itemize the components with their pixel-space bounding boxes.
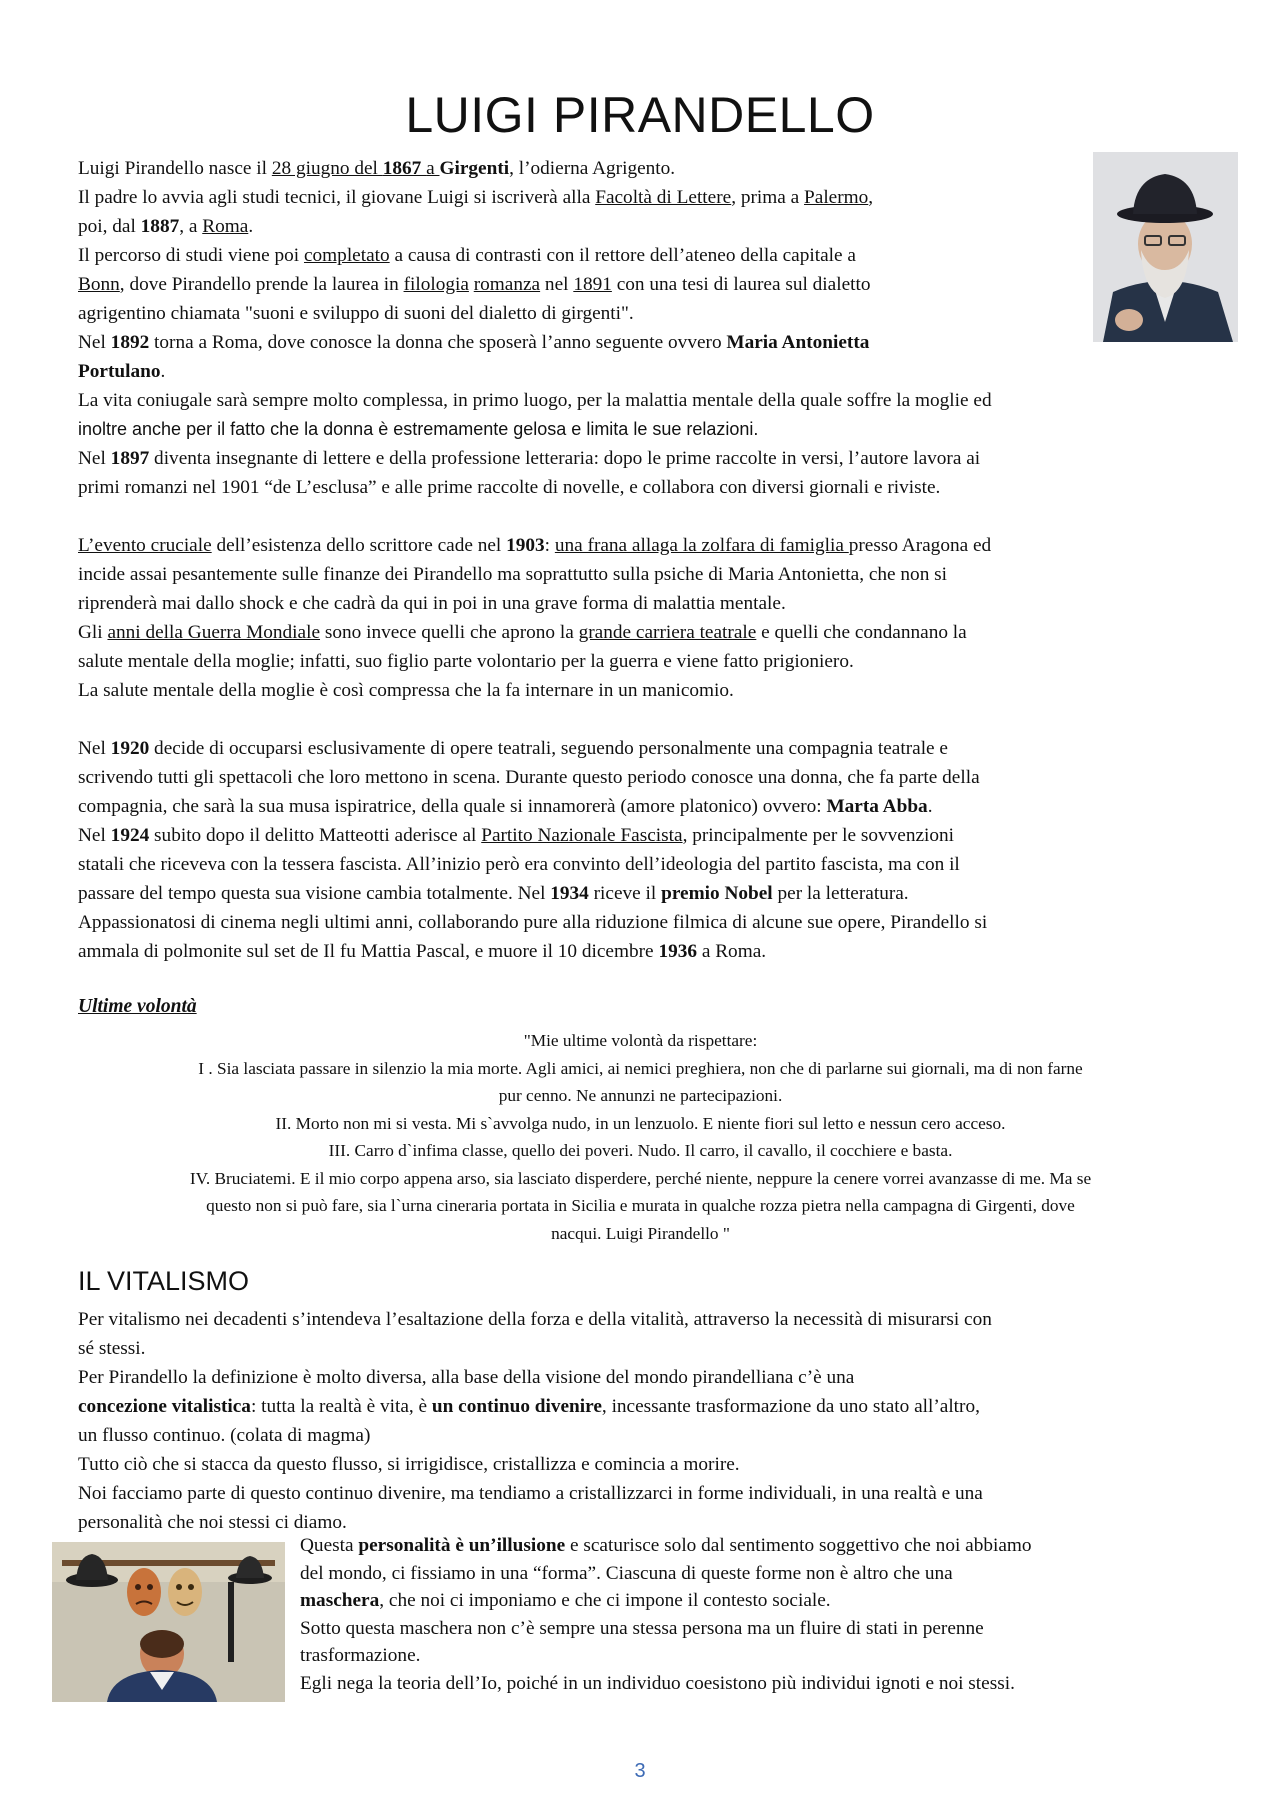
quote-line: questo non si può fare, sia l`urna cineraria portata in Sicilia e murata in qualche rozza pietra nella campagna di Girgenti, dove — [206, 1196, 1075, 1215]
biography-text — [78, 154, 1203, 966]
bio-line: Portulano. — [78, 361, 166, 382]
vitalismo-line: Noi facciamo parte di questo continuo divenire, ma tendiamo a cristallizzarci in forme individuali, in una realtà e una — [78, 1483, 983, 1504]
vitalismo-text-wrapped — [300, 1532, 1200, 1697]
masks-painting-image — [52, 1542, 285, 1702]
quote-line: "Mie ultime volontà da rispettare: — [523, 1031, 758, 1050]
vitalismo-line: Egli nega la teoria dell’Io, poiché in un individuo coesistono più individui ignoti e noi stessi. — [300, 1672, 1015, 1694]
bio-line: primi romanzi nel 1901 “de L’esclusa” e alle prime raccolte di novelle, e collabora con diversi giornali e riviste. — [78, 477, 941, 498]
bio-line: salute mentale della moglie; infatti, suo figlio parte volontario per la guerra e viene fatto prigioniero. — [78, 651, 854, 672]
quote-line: nacqui. Luigi Pirandello " — [551, 1223, 730, 1243]
vitalismo-line: maschera, che noi ci imponiamo e che ci impone il contesto sociale. — [300, 1590, 831, 1611]
bio-line: Il percorso di studi viene poi completato a causa di contrasti con il rettore dell’ateneo della capitale a — [78, 245, 856, 266]
vitalismo-line: Questa personalità è un’illusione e scaturisce solo dal sentimento soggettivo che noi abbiamo — [300, 1535, 1032, 1556]
bio-line: Il padre lo avvia agli studi tecnici, il giovane Luigi si iscriverà alla Facoltà di Lettere, prima a Palermo, — [78, 187, 874, 208]
bio-line: Nel 1924 subito dopo il delitto Matteotti aderisce al Partito Nazionale Fascista, principalmente per le sovvenzioni — [78, 825, 955, 846]
quote-line: pur cenno. Ne annunzi ne partecipazioni. — [498, 1086, 783, 1105]
vitalismo-line: concezione vitalistica: tutta la realtà è vita, è un continuo divenire, incessante trasformazione da uno stato all’altro, — [78, 1396, 980, 1417]
bio-line: Gli anni della Guerra Mondiale sono invece quelli che aprono la grande carriera teatrale e quelli che condannano la — [78, 622, 967, 643]
bio-line: compagnia, che sarà la sua musa ispiratrice, della quale si innamorerà (amore platonico) ovvero: Marta Abba. — [78, 796, 933, 817]
bio-line: incide assai pesantemente sulle finanze dei Pirandello ma soprattutto sulla psiche di Maria Antonietta, che non si — [78, 564, 948, 585]
vitalismo-line: personalità che noi stessi ci diamo. — [78, 1512, 347, 1533]
page-title: LUIGI PIRANDELLO — [405, 87, 875, 143]
quote-line: IV. Bruciatemi. E il mio corpo appena arso, sia lasciato disperdere, perché niente, neppure la cenere vorrei avanzasse di me. Ma se — [189, 1168, 1092, 1188]
bio-line: inoltre anche per il fatto che la donna è estremamente gelosa e limita le sue relazioni. — [78, 419, 759, 439]
bio-line: ammala di polmonite sul set de Il fu Mattia Pascal, e muore il 10 dicembre 1936 a Roma. — [78, 941, 767, 962]
vitalismo-line: Sotto questa maschera non c’è sempre una stessa persona ma un fluire di stati in perenne — [300, 1617, 984, 1639]
bio-line: passare del tempo questa sua visione cambia totalmente. Nel 1934 riceve il premio Nobel per la letteratura. — [78, 883, 909, 904]
bio-line: poi, dal 1887, a Roma. — [78, 216, 254, 237]
vitalismo-line: trasformazione. — [300, 1645, 421, 1666]
bio-line: Nel 1897 diventa insegnante di lettere e della professione letteraria: dopo le prime raccolte in versi, l’autore lavora ai — [78, 448, 981, 469]
vitalismo-line: un flusso continuo. (colata di magma) — [78, 1425, 371, 1446]
bio-line: La salute mentale della moglie è così compressa che la fa internare in un manicomio. — [78, 680, 734, 701]
vitalismo-line: del mondo, ci fissiamo in una “forma”. Ciascuna di queste forme non è altro che una — [300, 1562, 953, 1584]
bio-line: Appassionatosi di cinema negli ultimi anni, collaborando pure alla riduzione filmica di alcune sue opere, Pirandello si — [78, 912, 988, 933]
vitalismo-text — [78, 1305, 1203, 1537]
vitalismo-line: Per vitalismo nei decadenti s’intendeva l’esaltazione della forza e della vitalità, attraverso la necessità di misurarsi con — [78, 1309, 992, 1330]
vitalismo-heading: IL VITALISMO — [78, 1266, 250, 1296]
vitalismo-line: Tutto ciò che si stacca da questo flusso, si irrigidisce, cristallizza e comincia a morire. — [78, 1454, 740, 1475]
bio-line: Luigi Pirandello nasce il 28 giugno del 1867 a Girgenti, l’odierna Agrigento. — [78, 158, 676, 179]
quote-line: II. Morto non mi si vesta. Mi s`avvolga nudo, in un lenzuolo. E niente fiori sul letto e nessun cero acceso. — [275, 1113, 1006, 1133]
bio-line: Bonn, dove Pirandello prende la laurea in filologia romanza nel 1891 con una tesi di laurea sul dialetto — [78, 274, 871, 295]
vitalismo-line: sé stessi. — [78, 1338, 146, 1359]
ultime-volonta-quote — [78, 1027, 1203, 1247]
bio-line: riprenderà mai dallo shock e che cadrà da qui in poi in una grave forma di malattia mentale. — [78, 593, 786, 614]
bio-line: L’evento cruciale dell’esistenza dello scrittore cade nel 1903: una frana allaga la zolfara di famiglia presso Aragona ed — [78, 535, 992, 556]
quote-line: III. Carro d`infima classe, quello dei poveri. Nudo. Il carro, il cavallo, il cocchiere e basta. — [328, 1141, 953, 1160]
page-number: 3 — [634, 1760, 646, 1782]
vitalismo-line: Per Pirandello la definizione è molto diversa, alla base della visione del mondo pirandelliana c’è una — [78, 1367, 855, 1388]
bio-line: agrigentino chiamata "suoni e sviluppo di suoni del dialetto di girgenti". — [78, 303, 634, 324]
bio-line: Nel 1892 torna a Roma, dove conosce la donna che sposerà l’anno seguente ovvero Maria Antonietta — [78, 332, 870, 353]
bio-line: Nel 1920 decide di occuparsi esclusivamente di opere teatrali, seguendo personalmente una compagnia teatrale e — [78, 738, 948, 759]
bio-line: statali che riceveva con la tessera fascista. All’inizio però era convinto dell’ideologia del partito fascista, ma con il — [78, 854, 960, 875]
quote-line: I . Sia lasciata passare in silenzio la mia morte. Agli amici, ai nemici preghiera, non che di parlarne sui giornali, ma di non farne — [198, 1058, 1083, 1078]
bio-line: scrivendo tutti gli spettacoli che loro mettono in scena. Durante questo periodo conosce una donna, che fa parte della — [78, 767, 980, 788]
bio-line: La vita coniugale sarà sempre molto complessa, in primo luogo, per la malattia mentale della quale soffre la moglie ed — [78, 390, 992, 411]
ultime-volonta-heading: Ultime volontà — [78, 996, 197, 1017]
